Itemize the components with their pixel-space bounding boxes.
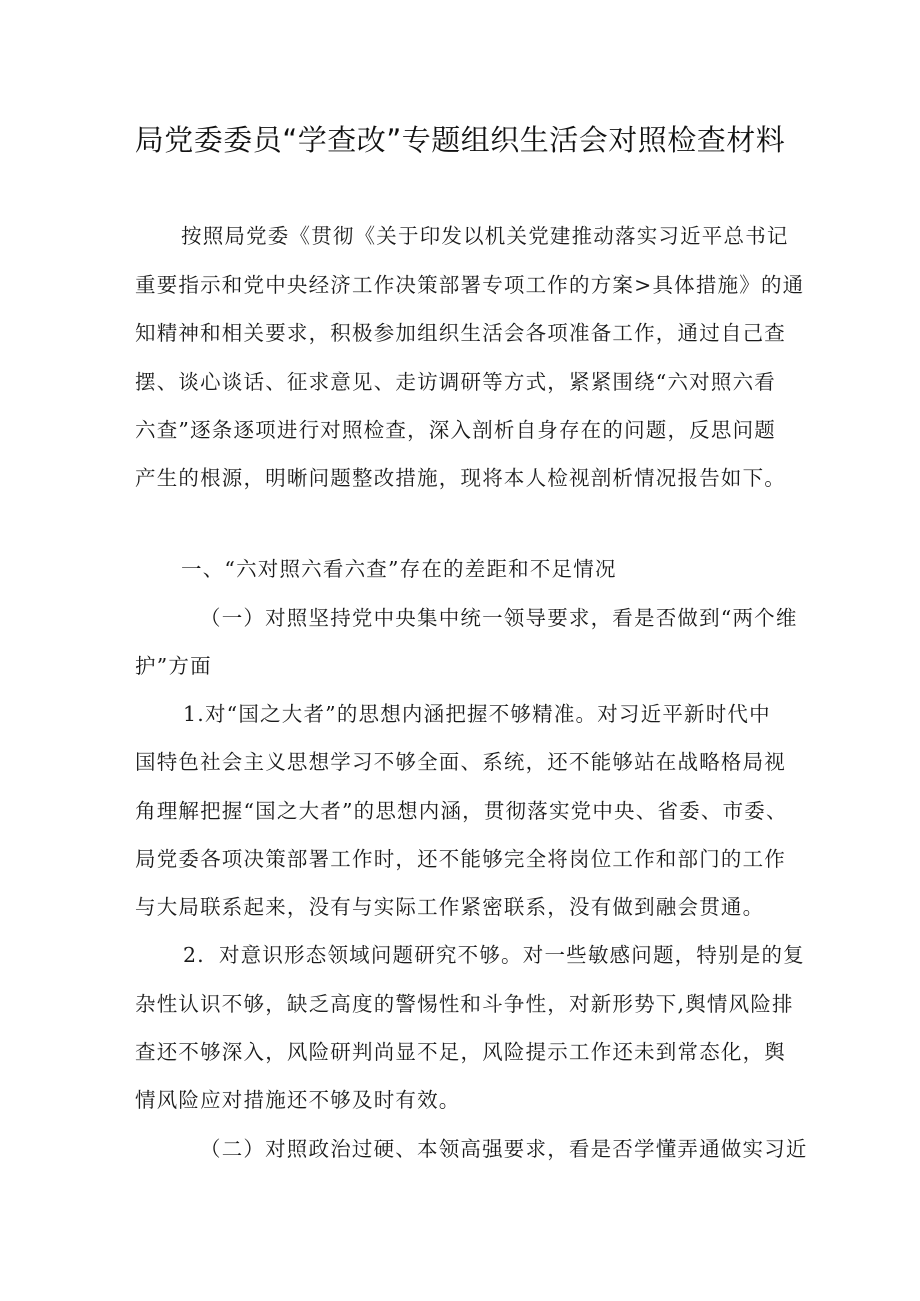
paragraph-line: 角理解把握“国之大者”的思想内涵，贯彻落实党中央、省委、市委、 [135,799,788,823]
paragraph-line: 按照局党委《贯彻《关于印发以机关党建推动落实习近平总书记 [181,224,789,248]
paragraph-line: 与大局联系起来，没有与实际工作紧密联系，没有做到融会贯通。 [135,895,765,919]
paragraph-line: 情风险应对措施还不够及时有效。 [135,1088,461,1112]
paragraph-line: 查还不够深入，风险研判尚显不足，风险提示工作还未到常态化，舆 [135,1040,786,1064]
paragraph-line: 六查”逐条逐项进行对照检查，深入剖析自身存在的问题，反思问题 [135,418,776,442]
subsection-heading-line: 护”方面 [135,654,212,678]
paragraph-line: 国特色社会主义思想学习不够全面、系统，还不能够站在战略格局视 [135,750,786,774]
paragraph-line: 产生的根源，明晰问题整改措施，现将本人检视剖析情况报告如下。 [135,466,786,490]
paragraph-line: 1.对“国之大者”的思想内涵把握不够精准。对习近平新时代中 [183,702,771,726]
subsection-heading: （二）对照政治过硬、本领高强要求，看是否学懂弄通做实习近 [200,1137,808,1161]
paragraph-line: 知精神和相关要求，积极参加组织生活会各项准备工作，通过自己查 [135,321,786,345]
paragraph-line: 摆、谈心谈话、征求意见、走访调研等方式，紧紧围绕“六对照六看 [135,370,776,394]
paragraph-line: 重要指示和党中央经济工作决策部署专项工作的方案>具体措施》的通 [135,273,805,297]
paragraph-line: 杂性认识不够，缺乏高度的警惕性和斗争性，对新形势下,舆情风险排 [135,992,794,1016]
document-title: 局党委委员“学查改”专题组织生活会对照检查材料 [134,123,786,157]
section-heading: 一、“六对照六看六查”存在的差距和不足情况 [181,557,617,581]
paragraph-line: 2．对意识形态领域问题研究不够。对一些敏感问题，特别是的复 [183,943,805,967]
paragraph-line: 局党委各项决策部署工作时，还不能够完全将岗位工作和部门的工作 [135,847,786,871]
subsection-heading: （一）对照坚持党中央集中统一领导要求，看是否做到“两个维 [200,606,798,630]
